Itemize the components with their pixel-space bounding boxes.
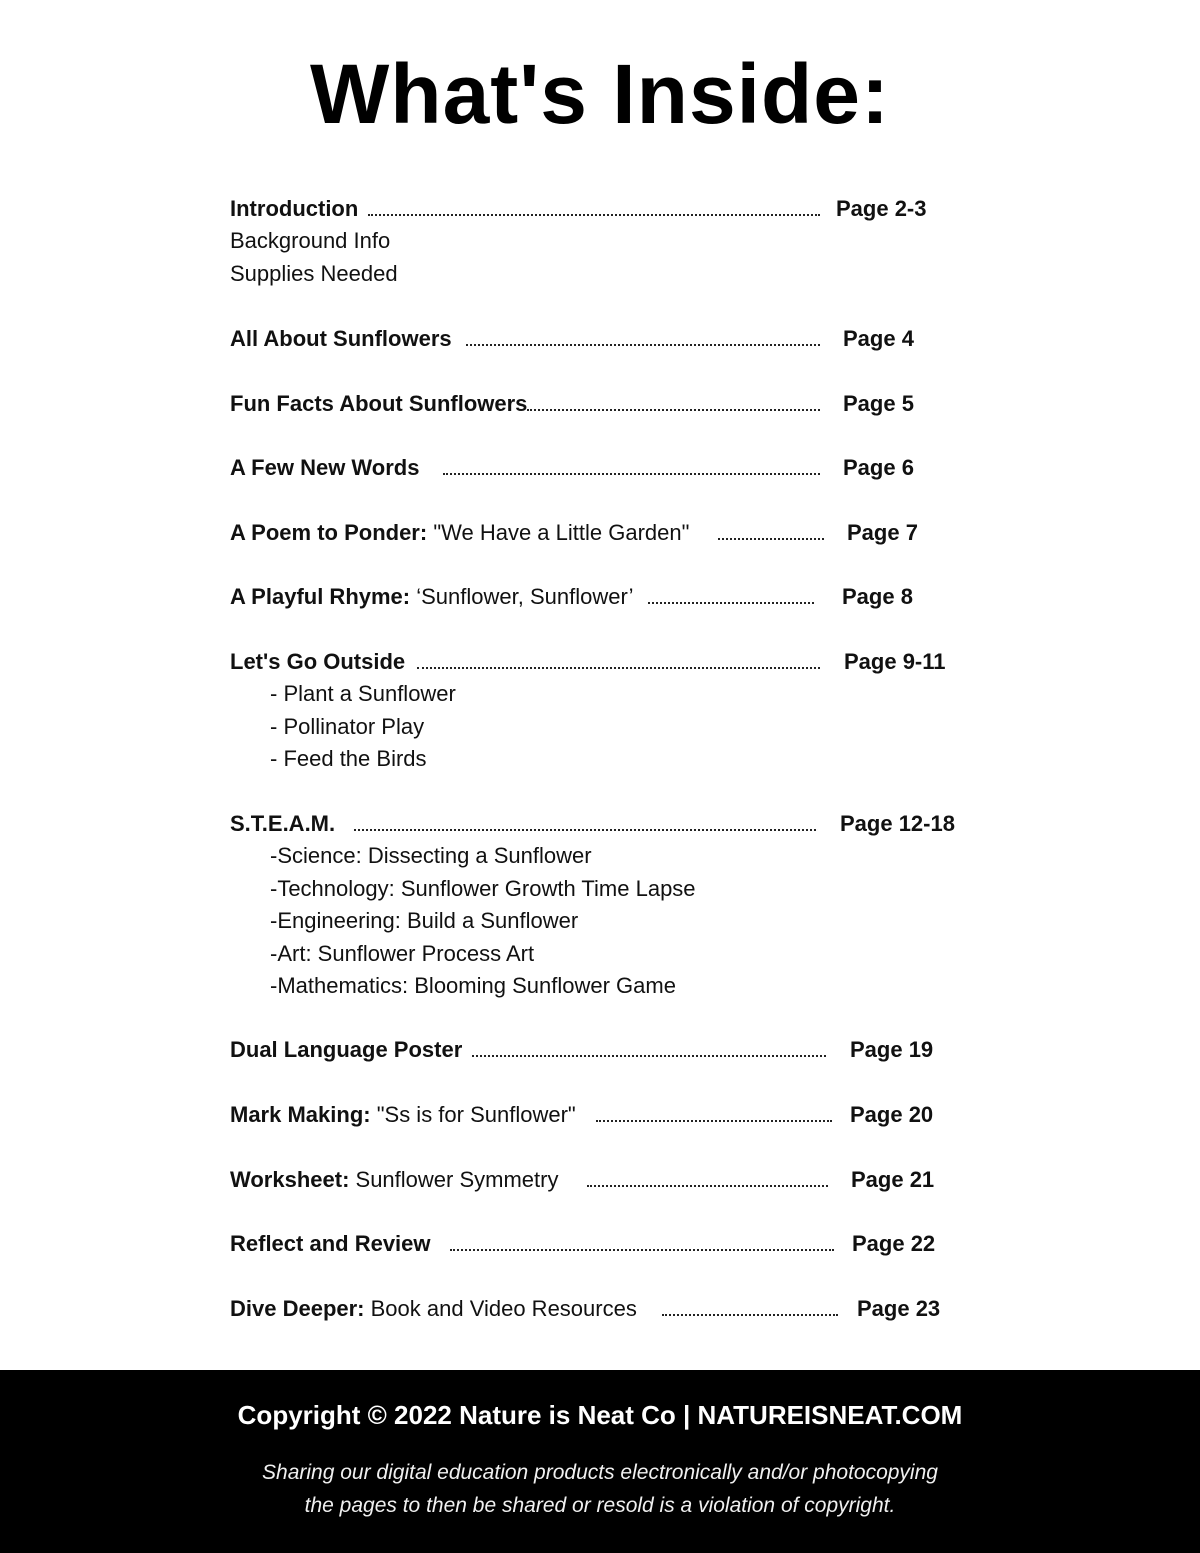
- toc-entry-dive-deeper[interactable]: [230, 1293, 950, 1325]
- toc-page-number: Page 7: [847, 520, 918, 545]
- copyright-notice-line: the pages to then be shared or resold is a violation of copyright.: [304, 1494, 896, 1517]
- dot-leader: [450, 1249, 834, 1251]
- dot-leader: [368, 214, 820, 216]
- toc-subitem: Supplies Needed: [230, 260, 398, 286]
- toc-entry-worksheet[interactable]: [230, 1164, 950, 1196]
- toc-title: Sunflower Symmetry: [349, 1167, 559, 1192]
- toc-page-number: Page 5: [843, 391, 914, 416]
- toc-prefix: Dive Deeper:: [230, 1296, 365, 1321]
- copyright-text: Copyright © 2022 Nature is Neat Co | NATUREISNEAT.COM: [237, 1400, 963, 1430]
- toc-subitem: -Mathematics: Blooming Sunflower Game: [270, 973, 676, 998]
- toc-entry-mark-making[interactable]: [230, 1099, 950, 1131]
- toc-page-number: Page 8: [842, 584, 913, 609]
- dot-leader: [718, 538, 824, 540]
- dot-leader: [527, 409, 820, 411]
- footer-banner: [0, 1370, 1200, 1553]
- toc-subitem: - Feed the Birds: [270, 746, 427, 771]
- toc-subitem: - Plant a Sunflower: [270, 681, 456, 706]
- toc-title: Dual Language Poster: [230, 1037, 463, 1062]
- copyright-notice: [0, 1456, 1200, 1522]
- toc-page-number: Page 2-3: [836, 196, 927, 221]
- toc-subitem: -Science: Dissecting a Sunflower: [270, 843, 592, 868]
- toc-title: Book and Video Resources: [364, 1296, 637, 1321]
- dot-leader: [587, 1185, 828, 1187]
- dot-leader: [417, 667, 820, 669]
- dot-leader: [596, 1120, 832, 1122]
- toc-subitem: -Art: Sunflower Process Art: [270, 940, 535, 966]
- toc-title: Reflect and Review: [230, 1231, 431, 1256]
- toc-page-number: Page 20: [850, 1102, 934, 1127]
- toc-title: Let's Go Outside: [230, 649, 406, 674]
- toc-prefix: A Poem to Ponder:: [230, 520, 428, 545]
- toc-title: Fun Facts About Sunflowers: [230, 391, 528, 416]
- dot-leader: [354, 829, 816, 831]
- copyright-notice-line: Sharing our digital education products electronically and/or photocopying: [262, 1461, 938, 1484]
- toc-subitem: Background Info: [230, 228, 391, 253]
- toc-title: ‘Sunflower, Sunflower’: [410, 584, 634, 609]
- dot-leader: [662, 1314, 838, 1316]
- toc-page-number: Page 22: [852, 1231, 936, 1256]
- toc-page-number: Page 19: [850, 1037, 934, 1062]
- toc-entry-rhyme[interactable]: [230, 581, 950, 613]
- toc-subitem: - Pollinator Play: [270, 713, 425, 739]
- toc-prefix: A Playful Rhyme:: [230, 584, 411, 609]
- toc-page-number: Page 9-11: [844, 649, 946, 674]
- dot-leader: [472, 1055, 826, 1057]
- toc-prefix: Mark Making:: [230, 1102, 371, 1127]
- toc-title: "Ss is for Sunflower": [370, 1102, 576, 1127]
- toc-subitem: -Engineering: Build a Sunflower: [270, 908, 579, 933]
- toc-subitem: -Technology: Sunflower Growth Time Lapse: [270, 875, 696, 901]
- page-title: What's Inside:: [309, 47, 890, 141]
- toc-title: "We Have a Little Garden": [427, 520, 690, 545]
- toc-entry-steam[interactable]: [230, 808, 970, 1003]
- toc-title: Introduction: [230, 196, 359, 221]
- toc-entry-poem[interactable]: [230, 517, 950, 549]
- toc-page-number: Page 4: [843, 326, 914, 351]
- dot-leader: [443, 473, 820, 475]
- dot-leader: [466, 344, 820, 346]
- toc-prefix: Worksheet:: [230, 1167, 350, 1192]
- toc-title: A Few New Words: [230, 455, 420, 480]
- toc-entry-introduction[interactable]: [230, 193, 950, 290]
- toc-entry-all-about-sunflowers[interactable]: [230, 323, 950, 355]
- toc-entry-fun-facts[interactable]: [230, 388, 950, 420]
- toc-page-number: Page 12-18: [840, 811, 955, 836]
- dot-leader: [648, 602, 814, 604]
- toc-page-number: Page 23: [857, 1296, 941, 1321]
- toc-entry-reflect-review[interactable]: [230, 1228, 950, 1260]
- toc-entry-lets-go-outside[interactable]: [230, 646, 950, 776]
- toc-entry-new-words[interactable]: [230, 452, 950, 484]
- toc-title: All About Sunflowers: [230, 326, 452, 351]
- toc-page-number: Page 6: [843, 455, 914, 480]
- toc-page-number: Page 21: [851, 1167, 935, 1192]
- toc-title: S.T.E.A.M.: [230, 811, 336, 836]
- toc-entry-dual-language-poster[interactable]: [230, 1034, 950, 1066]
